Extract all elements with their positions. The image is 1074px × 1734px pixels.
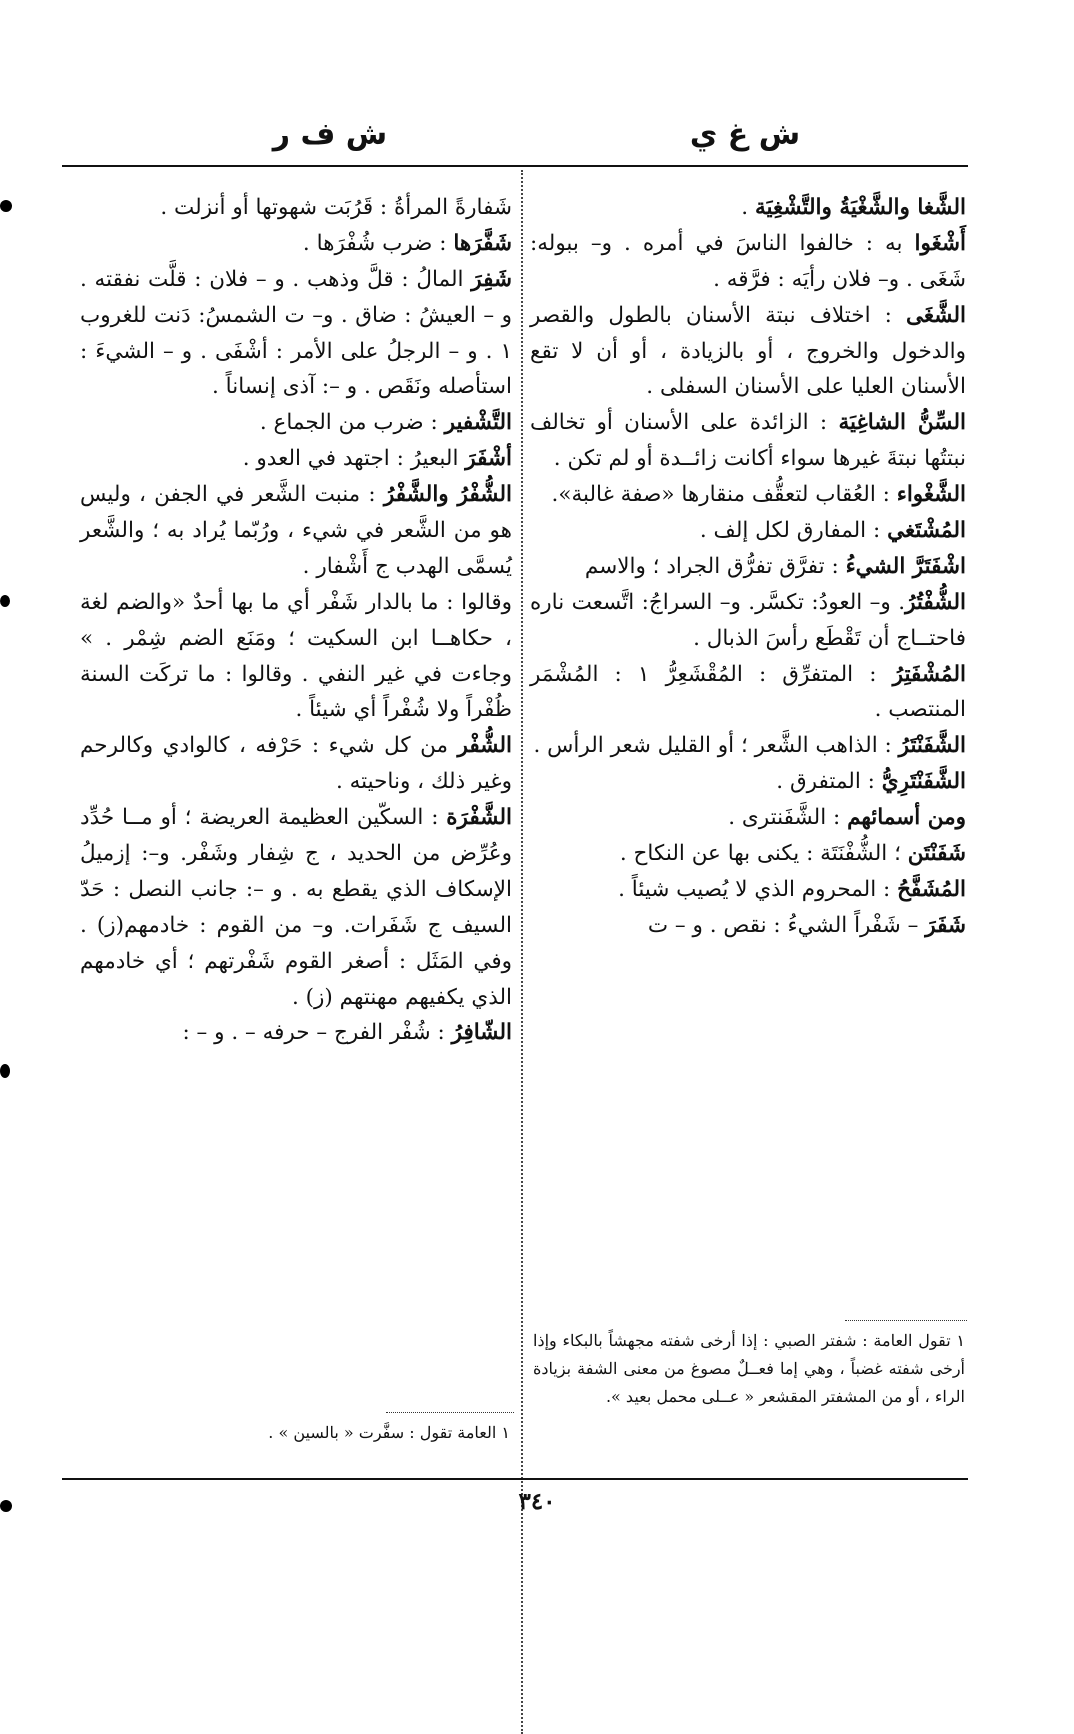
bottom-rule (62, 1478, 968, 1480)
left-column-header: ش ف ر (272, 117, 388, 152)
entry-definition: : السكّين العظيمة العريضة ؛ أو مــا حُدِّد وعُرِّض من الحديد ، ج شِفار وشَفْر. و–: إزميلُ الإسكاف الذي يقطع به . و –: جانب النصل : حَدّ السيف ج شَفَرات. و– من القوم : خادمهم(ز) . وفي المَثَل : أصغر القوم شَفْرتهم ؛ أي خادمهم الذي يكفيهم مهنتهم (ز) . (80, 805, 512, 1010)
top-rule (62, 165, 968, 167)
entry-headword: المُشَفَّحُ (897, 876, 966, 902)
entry-definition: : ضرب من الجماع . (259, 410, 445, 436)
dictionary-entry (80, 800, 512, 1015)
entry-definition: – شَفْراً الشيءُ : نقص . و – ت (647, 912, 926, 938)
entry-headword: اشْفَتَرَّ الشيءُ (845, 553, 966, 579)
scan-margin-mark (0, 1064, 10, 1078)
dictionary-entry (530, 836, 966, 872)
entry-definition: : المتفرِّق : المُقْشَعِرُّ ١ : المُشْمَر المنتصب . (530, 661, 966, 723)
entry-headword: المُشْفَتِرُ (892, 661, 967, 687)
entry-headword: الشُّفْرُ والشَّفْرُ (383, 482, 512, 508)
entry-definition: : العُقاب لتعقُّف منقارها «صفة غالبة». (551, 482, 897, 508)
dictionary-entry (530, 549, 966, 585)
entry-headword: شَفَّرَها (453, 230, 512, 256)
entry-headword: أشْفَرَ (465, 446, 512, 472)
right-column (530, 190, 966, 944)
dictionary-entry (80, 190, 512, 226)
dictionary-entry (80, 441, 512, 477)
dictionary-entry (80, 477, 512, 585)
dictionary-entry (80, 226, 512, 262)
entry-definition: : الشَّفَنترى . (728, 805, 848, 831)
dictionary-entry (80, 262, 512, 406)
entry-headword: السِّنُّ الشاغِيَة (838, 410, 966, 436)
entry-headword: الشُّفْر (457, 733, 512, 759)
scan-margin-mark (0, 200, 12, 212)
entry-headword: المُشْتَغي (887, 518, 966, 544)
dictionary-entry (530, 872, 966, 908)
dictionary-entry (80, 1015, 512, 1051)
entry-headword: الشُّفْتُرُ (905, 589, 966, 615)
entry-headword: أَشْغَوا (914, 230, 966, 256)
entry-definition: وقالوا : ما بالدار شَفْر أي ما بها أحدٌ «والضم لغة ، حكاهــا ابن السكيت ؛ ومَنَع الضم شِمْر . » وجاءت في غير النفي . وقالوا : ما تركَت السنة ظُفْراً ولا شُفْراً أي شيئاً . (80, 589, 512, 723)
dictionary-entry (530, 657, 966, 729)
dictionary-entry (80, 728, 512, 800)
dictionary-entry (80, 405, 512, 441)
entry-definition: : الذاهب الشَّعر ؛ أو القليل شعر الرأس . (533, 733, 899, 759)
entry-headword: الشَّغا والشَّغْيَةُ والتَّشْغِيَة (754, 195, 966, 220)
left-footnote: ١ العامة تقول : سفَّرت « بالسين » . (268, 1423, 510, 1442)
right-footnote: ١ تقول العامة : شفتر الصبي : إذا أرخى شفته مجهشاً بالبكاء وإذا أرخى شفته غضباً ، وهي إما فعــلٌ مصوغ من معنى الشفة بزيادة الراء ، أو من المشفتر المقشعر « عــلى محمل بعيد ». (533, 1331, 965, 1406)
dictionary-entry (530, 728, 966, 764)
scan-margin-mark (0, 595, 10, 607)
dictionary-entry (530, 764, 966, 800)
dictionary-entry (530, 585, 966, 657)
right-column-header: ش غ ي (689, 117, 801, 152)
entry-headword: الشَّغَى (906, 302, 966, 328)
dictionary-entry (530, 226, 966, 298)
entry-headword: شَفَنْتَن (907, 841, 966, 867)
entry-definition: . (741, 195, 755, 220)
entry-headword: التَّشْفير (444, 410, 512, 436)
page-number: ٣٤٠ (518, 1488, 556, 1515)
left-column (80, 190, 512, 1051)
entry-definition: ؛ الشُّفْنَتَة : يكنى بها عن النكاح . (619, 841, 908, 867)
entry-definition: به : خالفوا الناسَ في أمره . و– ببوله: شَغَى . و– فلان رأيَه : فرَّقه . (530, 230, 966, 292)
entry-definition: شَفارةً المرأةُ : قَرُبَت شهوتها أو أنزلت . (160, 195, 512, 220)
entry-definition: : شُفْر الفرج – حرفه – . و – : (182, 1020, 452, 1046)
dictionary-entry (530, 908, 966, 944)
entry-headword: الشَّغْواء (896, 482, 966, 508)
entry-definition: : الزائدة على الأسنان أو تخالف نبتتُها نبتةَ غيرها سواء أكانت زائــدة أو لم تكن . (530, 410, 966, 472)
entry-definition: : المتفرق . (776, 769, 882, 795)
entry-definition: : اختلاف نبتة الأسنان بالطول والقصر والدخول والخروج ، أو بالزيادة ، أو أن لا تقع الأسنان العليا على الأسنان السفلى . (530, 302, 966, 400)
entry-definition: البعيرُ : اجتهد في العدو . (242, 446, 466, 472)
entry-definition: : المحروم الذي لا يُصيب شيئاً . (618, 876, 898, 902)
entry-definition: : منبت الشَّعر في الجفن ، وليس هو من الشَّعر في شيء ، ورُبّما يُراد به ؛ والشَّعر يُسمَّى الهدب ج أَشْفار . (80, 482, 512, 579)
dictionary-entry (530, 513, 966, 549)
left-footnote-rule (386, 1412, 514, 1413)
entry-headword: الشَّفَنْتَرِيُّ (881, 769, 966, 795)
dictionary-entry (530, 800, 966, 836)
entry-definition: . و– العودُ: تكسَّر. و– السراجُ: اتَّسعت ناره فاحتــاج أن تَقْطَع رأسَ الذبال . (530, 589, 966, 651)
right-footnote-rule (845, 1320, 967, 1321)
entry-headword: ومن أسمائهم (847, 805, 966, 831)
dictionary-entry (530, 298, 966, 406)
entry-definition: : المفارق لكل إلف . (699, 518, 888, 544)
entry-definition: : ضرب شُفْرَها . (302, 230, 454, 256)
entry-definition: المالُ : قلَّ وذهب . و – فلان : قلَّت نفقته . و – العيشُ : ضاق . و– ت الشمسُ: دَنت للغروب ١ . و – الرجلُ على الأمر : أشْفَى . و – الشيءَ : استأصله ونَقَص . و –: آذى إنساناً . (80, 266, 512, 400)
dictionary-entry (530, 477, 966, 513)
dictionary-entry (530, 405, 966, 477)
entry-headword: شَفَرَ (925, 912, 966, 938)
entry-headword: الشَّفْرَة (446, 805, 512, 831)
dictionary-entry (530, 190, 966, 226)
entry-definition: : تفرَّق تفرُّق الجراد ؛ والاسم (584, 553, 846, 579)
entry-headword: شَفِرَ (471, 266, 512, 292)
entry-headword: الشّافِرُ (451, 1020, 512, 1046)
scan-margin-mark (0, 1500, 12, 1512)
dictionary-entry (80, 585, 512, 729)
entry-definition: من كل شيء : حَرْفه ، كالوادي وكالرحم وغير ذلك ، وناحيته . (80, 733, 512, 795)
entry-headword: الشَّفَنْتَرُ (898, 733, 966, 759)
